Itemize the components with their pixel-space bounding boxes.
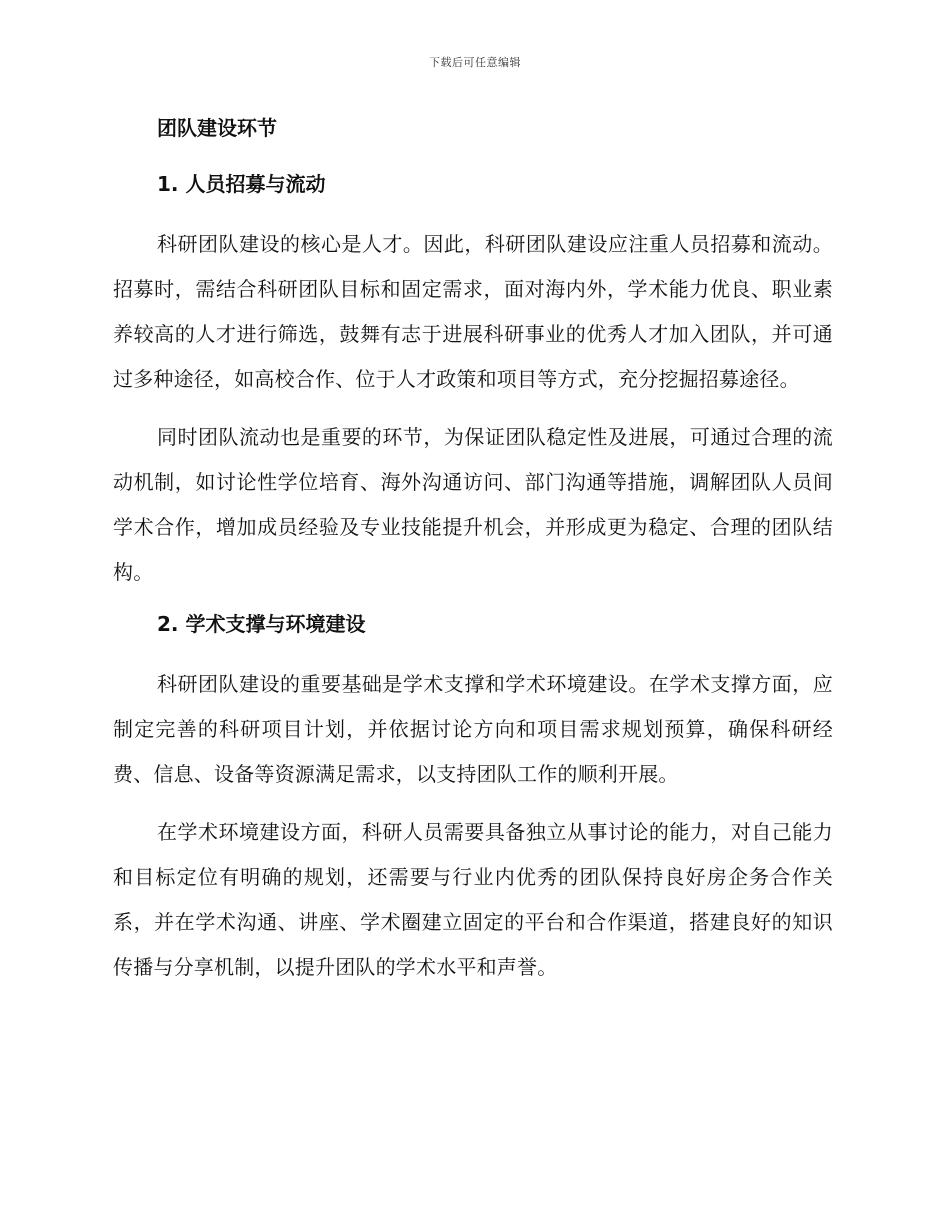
paragraph: 同时团队流动也是重要的环节，为保证团队稳定性及进展，可通过合理的流动机制，如讨论性学位培育、海外沟通访问、部门沟通等措施，调解团队人员间学术合作，增加成员经验及专业技能提升机会，并形成更为稳定、合理的团队结构。	[113, 425, 833, 584]
paragraph: 科研团队建设的重要基础是学术支撑和学术环境建设。在学术支撑方面，应制定完善的科研项目计划，并依据讨论方向和项目需求规划预算，确保科研经费、信息、设备等资源满足需求，以支持团队工作的顺利开展。	[113, 672, 833, 786]
section-title: 团队建设环节	[157, 116, 277, 140]
section-heading-1: 1. 人员招募与流动	[157, 172, 326, 196]
paragraph: 科研团队建设的核心是人才。因此，科研团队建设应注重人员招募和流动。招募时，需结合科研团队目标和固定需求，面对海内外，学术能力优良、职业素养较高的人才进行筛选，鼓舞有志于进展科研事业的优秀人才加入团队，并可通过多种途径，如高校合作、位于人才政策和项目等方式，充分挖掘招募途径。	[113, 232, 833, 391]
document-body	[113, 112, 833, 990]
paragraph: 在学术环境建设方面，科研人员需要具备独立从事讨论的能力，对自己能力和目标定位有明确的规划，还需要与行业内优秀的团队保持良好房企务合作关系，并在学术沟通、讲座、学术圈建立固定的平台和合作渠道，搭建良好的知识传播与分享机制，以提升团队的学术水平和声誉。	[113, 820, 833, 979]
section-heading-2: 2. 学术支撑与环境建设	[157, 612, 366, 636]
header-note: 下载后可任意编辑	[429, 56, 521, 69]
